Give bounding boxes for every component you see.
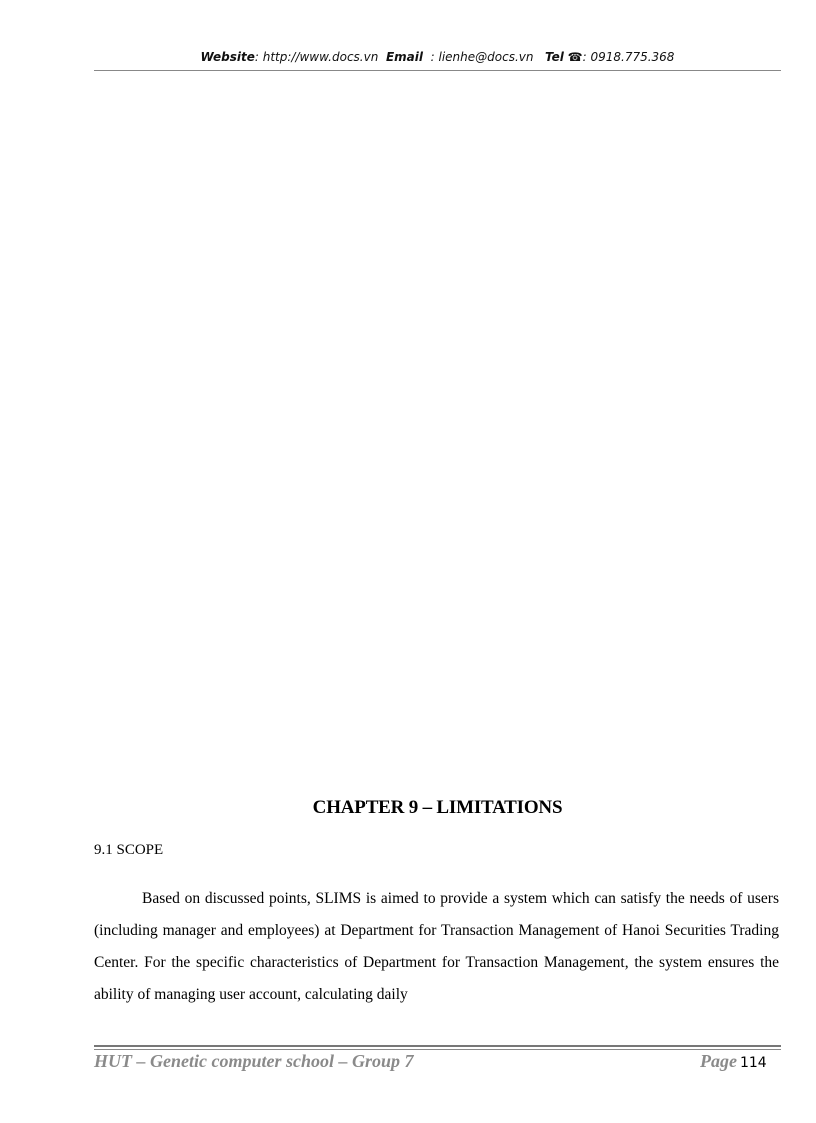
section-heading: 9.1 SCOPE xyxy=(94,842,164,858)
chapter-title: CHAPTER 9 – LIMITATIONS xyxy=(312,797,563,818)
footer-page xyxy=(700,1051,781,1072)
page-number: 114 xyxy=(739,1055,767,1071)
header-divider xyxy=(94,70,781,71)
body-paragraph: Based on discussed points, SLIMS is aimed to provide a system which can satisfy the needs of users (including manager and employees) at Department for Transaction Management of Hanoi Securities Trading Center. For the specific characteristics of Department for Transaction Management, the system ensures the ability of managing user account, calculating daily xyxy=(94,890,779,1003)
email-label: Email xyxy=(385,50,423,64)
tel-label: Tel xyxy=(544,50,564,64)
footer-divider-thin xyxy=(94,1049,781,1050)
website-label: Website xyxy=(200,50,255,64)
email-address: : lienhe@docs.vn xyxy=(430,50,534,64)
phone-icon: ☎ xyxy=(567,50,583,64)
tel-number: : 0918.775.368 xyxy=(582,50,675,64)
footer-divider-thick xyxy=(94,1045,781,1047)
page-label: Page xyxy=(700,1051,737,1071)
footer-text: HUT – Genetic computer school – Group 7 xyxy=(94,1051,414,1071)
website-url: : http://www.docs.vn xyxy=(254,50,379,64)
page-header xyxy=(94,50,781,64)
